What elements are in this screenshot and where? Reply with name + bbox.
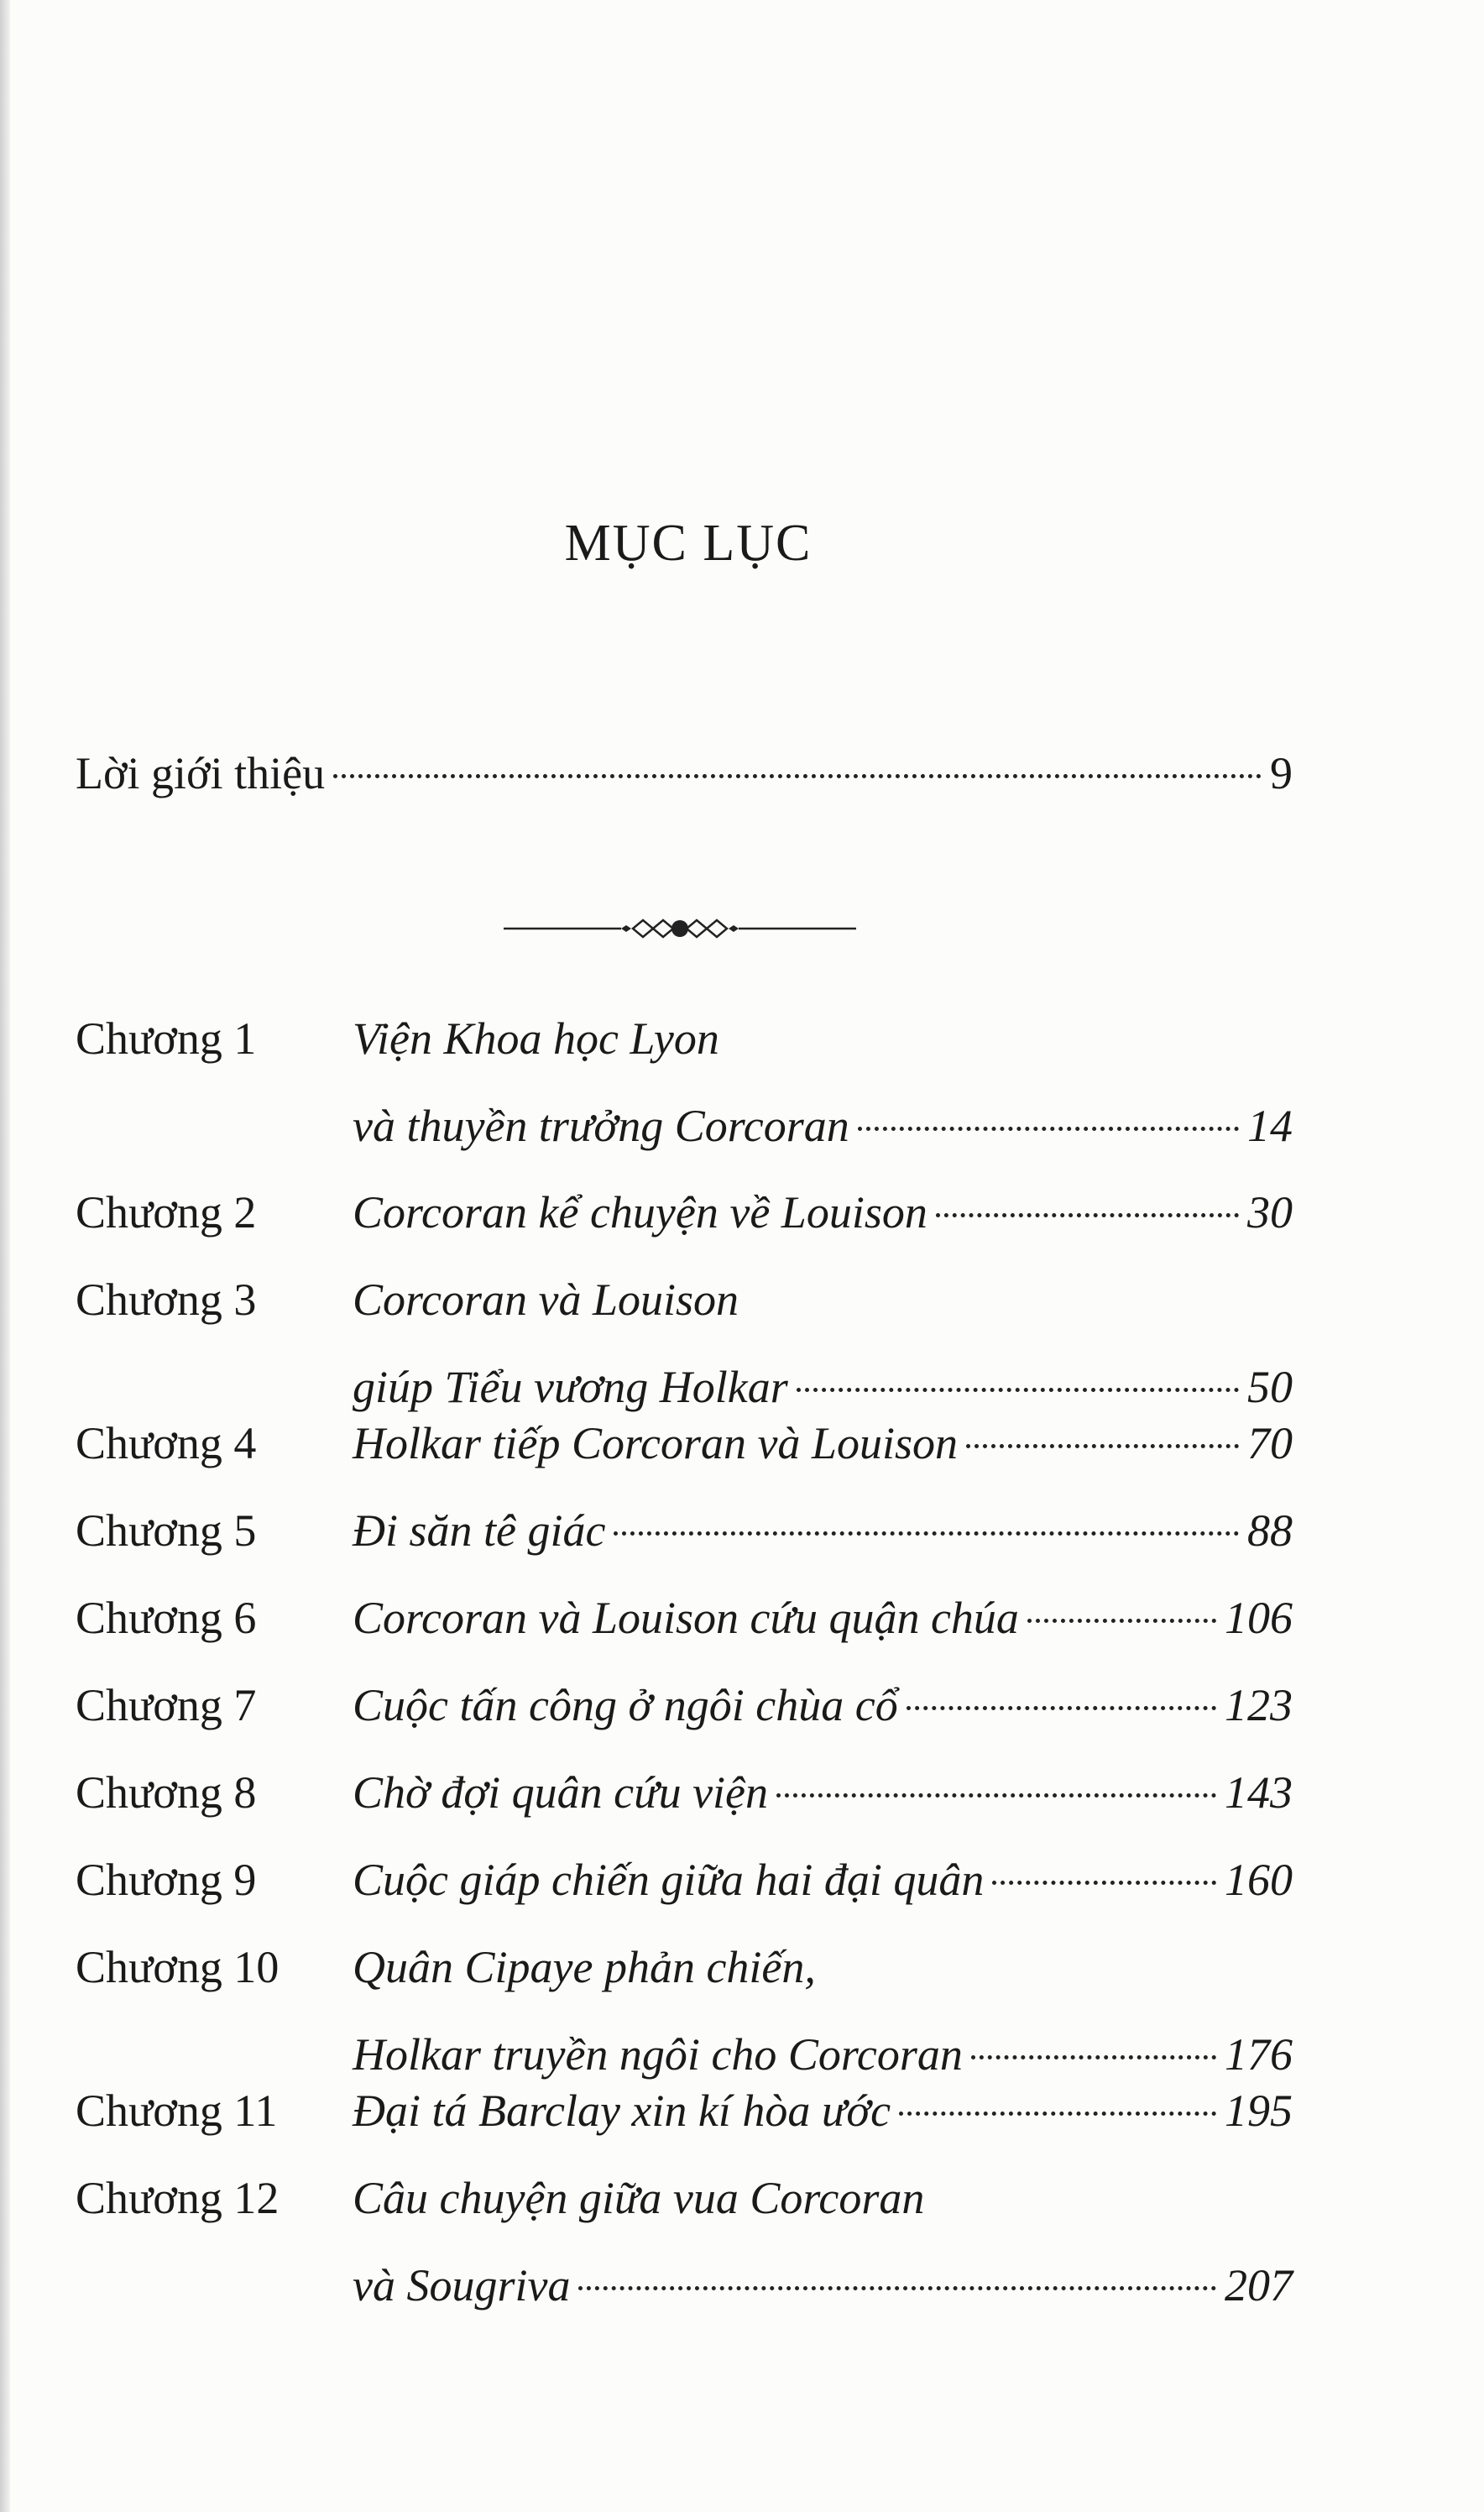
- chapter-title-line: [353, 2154, 1293, 2242]
- chapter-title-text: Corcoran và Louison: [353, 1274, 739, 1325]
- dot-leader: [907, 1706, 1216, 1710]
- chapter-title: [353, 1749, 1293, 1836]
- chapter-title-text: Đi săn tê giác: [353, 1505, 606, 1556]
- chapter-title-line: [353, 1256, 1293, 1343]
- chapter-title: [353, 1169, 1293, 1256]
- chapter-label: Chương 9: [76, 1855, 257, 1905]
- toc-page-number: 9: [1270, 748, 1293, 798]
- chapter-label: Chương 6: [76, 1593, 257, 1643]
- chapter-title-line: [353, 1836, 1293, 1923]
- dot-leader: [899, 2112, 1216, 2116]
- dot-leader: [333, 774, 1262, 778]
- chapter-title-line: [353, 1749, 1293, 1836]
- chapter-title: [353, 995, 1293, 1170]
- toc-entry-title: Lời giới thiệu: [76, 748, 326, 798]
- chapter-label: Chương 11: [76, 2085, 278, 2136]
- separator-ornament-icon: [504, 912, 856, 945]
- chapter-title-line: [353, 1169, 1293, 1256]
- chapter-title: [353, 1400, 1293, 1487]
- chapter-title-text: Đại tá Barclay xin kí hòa ước: [353, 2085, 891, 2136]
- chapter-title-text: Corcoran và Louison cứu quận chúa: [353, 1593, 1019, 1643]
- toc-page-number: 14: [1247, 1101, 1293, 1151]
- chapter-title-line: [353, 1574, 1293, 1662]
- chapter-title-text: Quân Cipaye phản chiến,: [353, 1942, 816, 1992]
- chapter-title-text: và Sougriva: [353, 2260, 571, 2311]
- chapter-title-text: giúp Tiểu vương Holkar: [353, 1362, 788, 1412]
- chapter-title: [353, 2154, 1293, 2329]
- chapter-title-text: Viện Khoa học Lyon: [353, 1013, 719, 1064]
- dot-leader: [966, 1444, 1239, 1448]
- chapter-title-line: [353, 995, 1293, 1082]
- chapter-title-text: và thuyền trưởng Corcoran: [353, 1101, 849, 1151]
- chapter-title-line: [353, 1923, 1293, 2011]
- chapter-label: Chương 4: [76, 1418, 257, 1468]
- toc-page-number: 106: [1225, 1593, 1293, 1643]
- toc-page-number: 30: [1247, 1187, 1293, 1238]
- dot-leader: [578, 2286, 1216, 2290]
- dot-leader: [936, 1213, 1239, 1217]
- chapter-title: [353, 2067, 1293, 2154]
- dot-leader: [992, 1881, 1216, 1885]
- chapter-label: Chương 1: [76, 1013, 257, 1064]
- chapter-title-line: [353, 1400, 1293, 1487]
- dot-leader: [1027, 1619, 1216, 1623]
- toc-page-number: 207: [1225, 2260, 1293, 2311]
- toc-page-number: 70: [1247, 1418, 1293, 1468]
- chapter-title-line: [353, 1082, 1293, 1170]
- toc-page-number: 143: [1225, 1767, 1293, 1818]
- page-title: MỤC LỤC: [564, 515, 813, 572]
- chapter-label: Chương 7: [76, 1680, 257, 1730]
- chapter-title-text: Corcoran kể chuyện về Louison: [353, 1187, 928, 1238]
- toc-page-number: 88: [1247, 1505, 1293, 1556]
- chapter-title-text: Holkar truyền ngôi cho Corcoran: [353, 2029, 963, 2080]
- dot-leader: [858, 1127, 1239, 1131]
- chapter-title-line: [353, 2067, 1293, 2154]
- chapter-label: Chương 5: [76, 1505, 257, 1556]
- toc-page-number: 50: [1247, 1362, 1293, 1412]
- chapter-label: Chương 3: [76, 1274, 257, 1325]
- chapter-title: [353, 1662, 1293, 1749]
- chapter-label: Chương 2: [76, 1187, 257, 1238]
- chapter-title: [353, 1487, 1293, 1574]
- chapter-title-text: Chờ đợi quân cứu viện: [353, 1767, 769, 1818]
- dot-leader: [797, 1388, 1239, 1392]
- page-edge: [0, 0, 10, 2512]
- chapter-label: Chương 12: [76, 2173, 280, 2223]
- dot-leader: [971, 2055, 1216, 2059]
- toc-entry-intro[interactable]: [76, 747, 1293, 814]
- dot-leader: [614, 1531, 1239, 1536]
- toc-page-number: 160: [1225, 1855, 1293, 1905]
- chapter-title-text: Holkar tiếp Corcoran và Louison: [353, 1418, 958, 1468]
- chapter-title-text: Câu chuyện giữa vua Corcoran: [353, 2173, 925, 2223]
- toc-page-number: 123: [1225, 1680, 1293, 1730]
- chapter-label: Chương 8: [76, 1767, 257, 1818]
- chapter-title-text: Cuộc giáp chiến giữa hai đại quân: [353, 1855, 985, 1905]
- toc-page-number: 176: [1225, 2029, 1293, 2080]
- chapter-title-text: Cuộc tấn công ở ngôi chùa cổ: [353, 1680, 898, 1730]
- chapter-label: Chương 10: [76, 1942, 280, 1992]
- dot-leader: [776, 1793, 1216, 1798]
- toc-page-number: 195: [1225, 2085, 1293, 2136]
- chapter-title-line: [353, 1662, 1293, 1749]
- chapter-title: [353, 1836, 1293, 1923]
- chapter-title-line: [353, 1487, 1293, 1574]
- chapter-title-line: [353, 2242, 1293, 2329]
- chapter-title: [353, 1574, 1293, 1662]
